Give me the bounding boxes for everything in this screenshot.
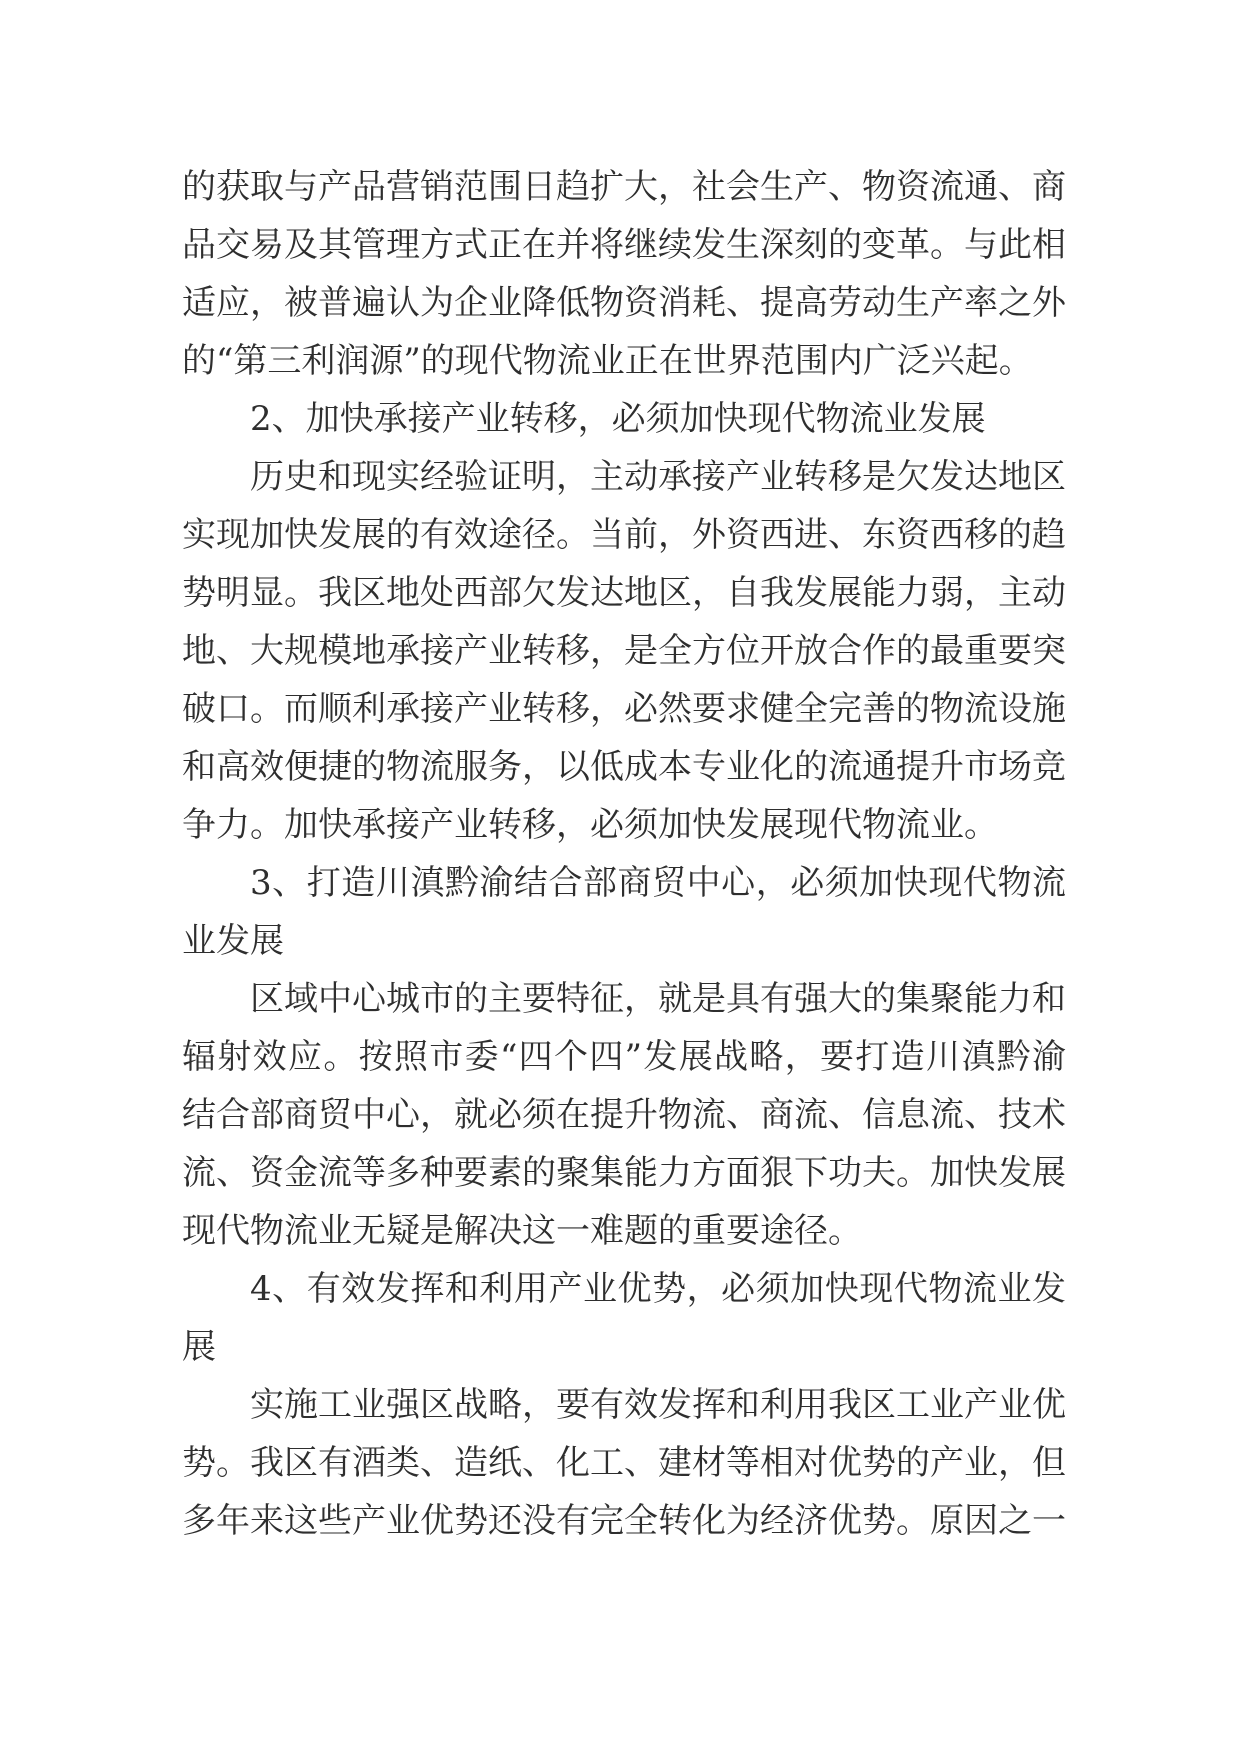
text-line: 破口。而顺利承接产业转移，必然要求健全完善的物流设施 xyxy=(182,689,1066,729)
heading-paragraph xyxy=(182,854,1066,970)
text-line: 3、打造川滇黔渝结合部商贸中心，必须加快现代物流 xyxy=(250,863,1066,903)
text-line: 势明显。我区地处西部欠发达地区，自我发展能力弱，主动 xyxy=(182,573,1066,613)
text-line: 实现加快发展的有效途径。当前，外资西进、东资西移的趋 xyxy=(182,515,1066,555)
text-line: 现代物流业无疑是解决这一难题的重要途径。 xyxy=(182,1211,862,1251)
text-line: 历史和现实经验证明，主动承接产业转移是欠发达地区 xyxy=(250,457,1066,497)
text-line: 区域中心城市的主要特征，就是具有强大的集聚能力和 xyxy=(250,979,1066,1019)
text-line: 2、加快承接产业转移，必须加快现代物流业发展 xyxy=(250,399,986,439)
text-line: 多年来这些产业优势还没有完全转化为经济优势。原因之一 xyxy=(182,1501,1066,1541)
text-line: 4、有效发挥和利用产业优势，必须加快现代物流业发 xyxy=(250,1269,1066,1309)
text-line: 适应，被普遍认为企业降低物资消耗、提高劳动生产率之外 xyxy=(182,283,1066,323)
document-body xyxy=(182,158,1066,1550)
text-line: 结合部商贸中心，就必须在提升物流、商流、信息流、技术 xyxy=(182,1095,1066,1135)
text-line: 和高效便捷的物流服务，以低成本专业化的流通提升市场竞 xyxy=(182,747,1066,787)
text-line: 业发展 xyxy=(182,921,284,961)
body-paragraph xyxy=(182,970,1066,1260)
body-paragraph xyxy=(182,158,1066,390)
text-line: 流、资金流等多种要素的聚集能力方面狠下功夫。加快发展 xyxy=(182,1153,1066,1193)
text-line: 品交易及其管理方式正在并将继续发生深刻的变革。与此相 xyxy=(182,225,1066,265)
text-line: 辐射效应。按照市委“四个四”发展战略，要打造川滇黔渝 xyxy=(182,1037,1066,1077)
heading-paragraph xyxy=(182,1260,1066,1376)
text-line: 展 xyxy=(182,1327,216,1367)
text-line: 争力。加快承接产业转移，必须加快发展现代物流业。 xyxy=(182,805,998,845)
text-line: 的“第三利润源”的现代物流业正在世界范围内广泛兴起。 xyxy=(182,341,1033,381)
text-line: 实施工业强区战略，要有效发挥和利用我区工业产业优 xyxy=(250,1385,1066,1425)
body-paragraph xyxy=(182,448,1066,854)
text-line: 地、大规模地承接产业转移，是全方位开放合作的最重要突 xyxy=(182,631,1066,671)
text-line: 势。我区有酒类、造纸、化工、建材等相对优势的产业，但 xyxy=(182,1443,1066,1483)
text-line: 的获取与产品营销范围日趋扩大，社会生产、物资流通、商 xyxy=(182,167,1066,207)
heading-paragraph xyxy=(182,390,1066,448)
body-paragraph xyxy=(182,1376,1066,1550)
